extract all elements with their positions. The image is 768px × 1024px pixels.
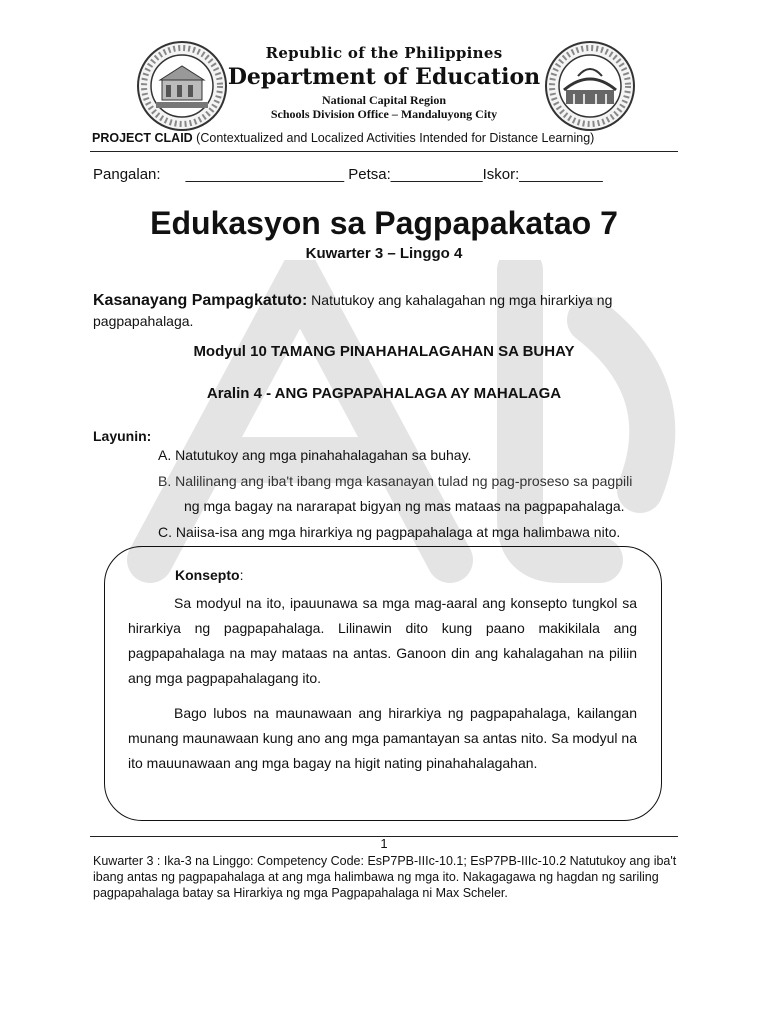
objective-b-line2: ng mga bagay na nararapat bigyan ng mas mataas na pagpapahalaga. <box>184 498 625 514</box>
date-label: Petsa: <box>348 166 391 183</box>
concept-colon: : <box>239 567 244 583</box>
quarter-week-subtitle: Kuwarter 3 – Linggo 4 <box>305 245 463 262</box>
republic-heading: Republic of the Philippines <box>265 44 503 62</box>
project-claid-line <box>92 131 594 145</box>
score-label: Iskor: <box>482 166 520 183</box>
page-number: 1 <box>380 836 388 851</box>
region-line: National Capital Region <box>321 93 446 107</box>
footer-competency-note: Kuwarter 3 : Ika-3 na Linggo: Competency Code: EsP7PB-IIIc-10.1; EsP7PB-IIIc-10.2 Natutukoy ang iba't ibang antas ng pagpapahalaga at ang mga halimbawa ng mga ito. Nakagagawa ng hagdan ng sariling pagpapahalaga batay sa Hirarkiya ng mga Pagpapahalaga ni Max Scheler. <box>93 854 677 900</box>
objective-c: C. Naiisa-isa ang mga hirarkiya ng pagpapahalaga at mga halimbawa nito. <box>158 524 621 540</box>
subject-title: Edukasyon sa Pagpapakatao 7 <box>150 205 618 241</box>
lesson-heading: Aralin 4 - ANG PAGPAPAHALAGA AY MAHALAGA <box>206 385 562 402</box>
city-of-mandaluyong-seal-icon <box>544 40 636 132</box>
concept-paragraph-2: Bago lubos na maunawaan ang hirarkiya ng pagpapahalaga, kailangan munang maunawaan kung ano ang mga pamantayan sa antas nito. Sa modyul na ito mauunawaan ang mga bagay na higit nating pinahahalagahan. <box>128 705 637 771</box>
division-line: Schools Division Office – Mandaluyong City <box>270 107 498 121</box>
competency-label: Kasanayang Pampagkatuto: <box>93 292 308 309</box>
name-label: Pangalan: <box>93 166 161 183</box>
name-blank[interactable]: ___________________ <box>185 166 345 183</box>
header-divider <box>90 151 678 152</box>
objectives-label: Layunin: <box>93 428 152 444</box>
competency-text: Natutukoy ang kahalagahan ng mga hirarkiya ng pagpapahalaga. <box>93 292 613 329</box>
concept-heading <box>175 567 243 583</box>
concept-paragraph-1: Sa modyul na ito, ipauunawa sa mga mag-aaral ang konsepto tungkol sa hirarkiya ng pagpapahalaga. Lilinawin dito kung paano makikilala ang pagpapahalaga na may mataas na antas. Ganoon din ang kahalagahan na piliin ang mga pagpapahalagang ito. <box>128 595 637 686</box>
student-info-line <box>93 166 603 183</box>
date-blank[interactable]: ___________ <box>390 166 483 183</box>
objective-b-line1: B. Nalilinang ang iba't ibang mga kasanayan tulad ng pag-proseso sa pagpili <box>158 473 633 489</box>
project-label: PROJECT CLAID <box>92 131 193 145</box>
score-blank[interactable]: __________ <box>519 166 603 183</box>
objective-a: A. Natutukoy ang mga pinahahalagahan sa buhay. <box>158 447 472 463</box>
learning-competency <box>93 290 683 331</box>
module-heading: Modyul 10 TAMANG PINAHAHALAGAHAN SA BUHAY <box>193 343 575 360</box>
department-heading: Department of Education <box>227 64 541 90</box>
project-description: (Contextualized and Localized Activities Intended for Distance Learning) <box>192 131 595 145</box>
concept-label: Konsepto <box>175 567 240 583</box>
